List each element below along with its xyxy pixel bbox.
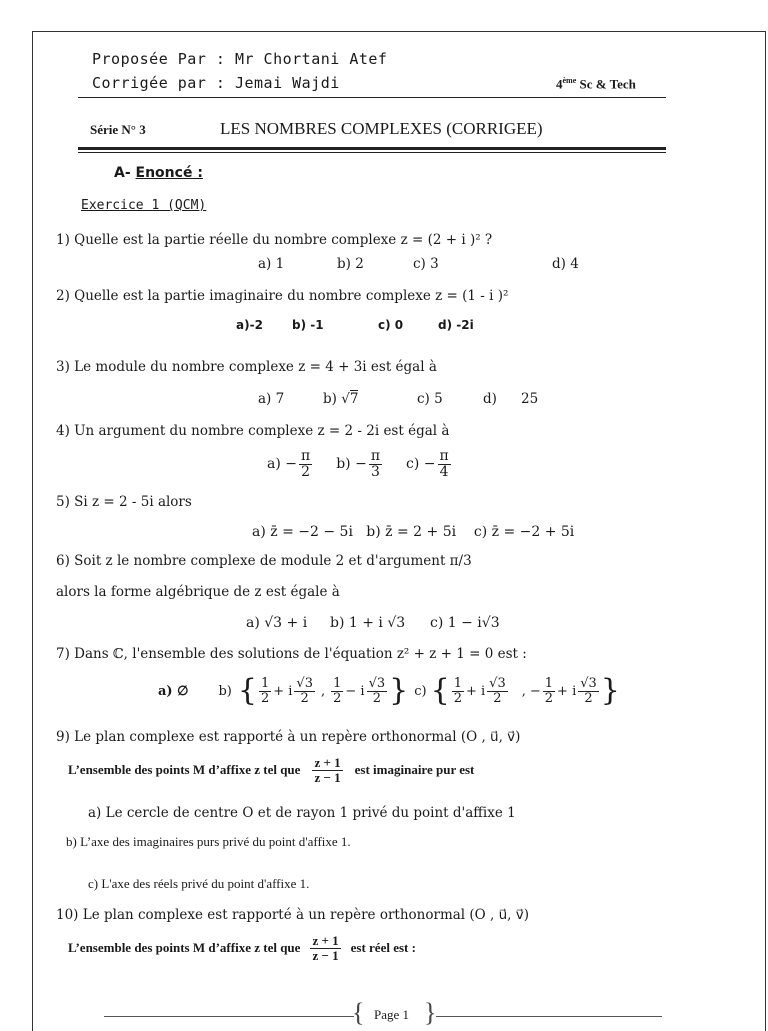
q1-option-d: d) 4 (552, 256, 579, 272)
q7-option-b-label: b) (218, 683, 232, 699)
footer-rule-left (104, 1016, 354, 1017)
q7-option-c-set: { $\frac{1}{2}$ + i $\frac{√3}{2}$ , − $\frac{1}{2}$ + i $\frac{√3}{2}$ } (430, 673, 620, 708)
q6-text-2: alors la forme algébrique de z est égale à (56, 584, 340, 600)
q4-option-c: c) − $\frac{\pi}{4}$ (406, 448, 449, 480)
q7-text: 7) Dans ℂ, l'ensemble des solutions de l'équation z² + z + 1 = 0 est : (56, 646, 527, 662)
q6-option-b: b) 1 + i √3 (330, 615, 406, 631)
class-level (556, 76, 636, 92)
q2-option-a: a)-2 (236, 318, 263, 332)
q4-option-b: b) − $\frac{\pi}{3}$ (336, 448, 381, 480)
section-name: Enoncé (135, 165, 193, 181)
q6-option-c: c) 1 − i√3 (430, 615, 500, 631)
section-prefix: A- (114, 165, 136, 181)
q4-text: 4) Un argument du nombre complexe z = 2 - 2i est égal à (56, 423, 450, 439)
corrector-line: Corrigée par : Jemai Wajdi (92, 74, 340, 92)
q2-option-c: c) 0 (378, 318, 404, 332)
title-rule-thick (78, 147, 666, 150)
q3-option-d-value: 25 (521, 391, 539, 407)
q1-option-a: a) 1 (258, 256, 285, 272)
series-title: LES NOMBRES COMPLEXES (CORRIGEE) (220, 119, 543, 138)
level-number: 4 (556, 76, 563, 92)
q2-text: 2) Quelle est la partie imaginaire du nombre complexe z = (1 - i )² (56, 288, 509, 304)
q5-text: 5) Si z = 2 - 5i alors (56, 494, 192, 510)
q6-option-a: a) √3 + i (246, 615, 308, 631)
proposer-line: Proposée Par : Mr Chortani Atef (92, 50, 388, 68)
level-sup: ème (562, 76, 577, 85)
q9-option-c: c) L'axe des réels privé du point d'affixe 1. (88, 876, 310, 891)
q4-option-a: a) − $\frac{\pi}{2}$ (267, 448, 311, 480)
series-label: Série N° 3 (90, 122, 146, 137)
q9-statement: L’ensemble des points M d’affixe z tel que $\frac{z + 1}{z - 1}$ est imaginaire pur est (68, 755, 475, 785)
q3-option-b (323, 391, 358, 407)
q1-text: 1) Quelle est la partie réelle du nombre complexe z = (2 + i )² ? (56, 232, 493, 248)
q5-options: a) z̄ = −2 − 5i b) z̄ = 2 + 5i c) z̄ = −2 + 5i (252, 524, 575, 540)
q4-options (267, 449, 453, 479)
q7-option-b-set: { $\frac{1}{2}$ + i $\frac{√3}{2}$ , $\frac{1}{2}$ − i $\frac{√3}{2}$ } (237, 673, 409, 708)
q9-option-b: b) L’axe des imaginaires purs privé du point d'affixe 1. (66, 834, 351, 849)
q10-statement: L’ensemble des points M d’affixe z tel que $\frac{z + 1}{z - 1}$ est réel est : (68, 933, 416, 963)
q7-option-a: a) ∅ (158, 683, 189, 699)
q9-text: 9) Le plan complexe est rapporté à un repère orthonormal (O , u⃗, v⃗) (56, 729, 521, 745)
level-rest: Sc & Tech (576, 76, 636, 92)
q1-option-b: b) 2 (337, 256, 364, 272)
q7-options (158, 673, 620, 708)
q7-option-c-label: c) (414, 683, 427, 699)
q1-option-c: c) 3 (413, 256, 439, 272)
exercise-title: Exercice 1 (QCM) (81, 198, 207, 213)
q2-option-b: b) -1 (292, 318, 324, 332)
q3-b-prefix: b) √ (323, 391, 350, 407)
section-heading (114, 165, 203, 181)
section-suffix: : (192, 165, 203, 181)
q3-option-a: a) 7 (258, 391, 285, 407)
footer-brace-left: { (352, 998, 365, 1027)
footer-brace-right: } (424, 998, 437, 1027)
footer-rule-right (436, 1016, 662, 1017)
q3-option-c: c) 5 (417, 391, 443, 407)
header-rule (78, 97, 666, 98)
page-number: Page 1 (374, 1007, 410, 1022)
q6-text: 6) Soit z le nombre complexe de module 2 et d'argument π/3 (56, 553, 472, 569)
q3-b-radicand: 7 (349, 391, 359, 407)
q10-text: 10) Le plan complexe est rapporté à un repère orthonormal (O , u⃗, v⃗) (56, 907, 530, 923)
q2-option-d: d) -2i (438, 318, 474, 332)
q3-option-d: d) (483, 391, 497, 407)
q9-option-a: a) Le cercle de centre O et de rayon 1 privé du point d'affixe 1 (88, 805, 516, 821)
title-rule-thin (78, 152, 666, 153)
q3-text: 3) Le module du nombre complexe z = 4 + 3i est égal à (56, 359, 437, 375)
